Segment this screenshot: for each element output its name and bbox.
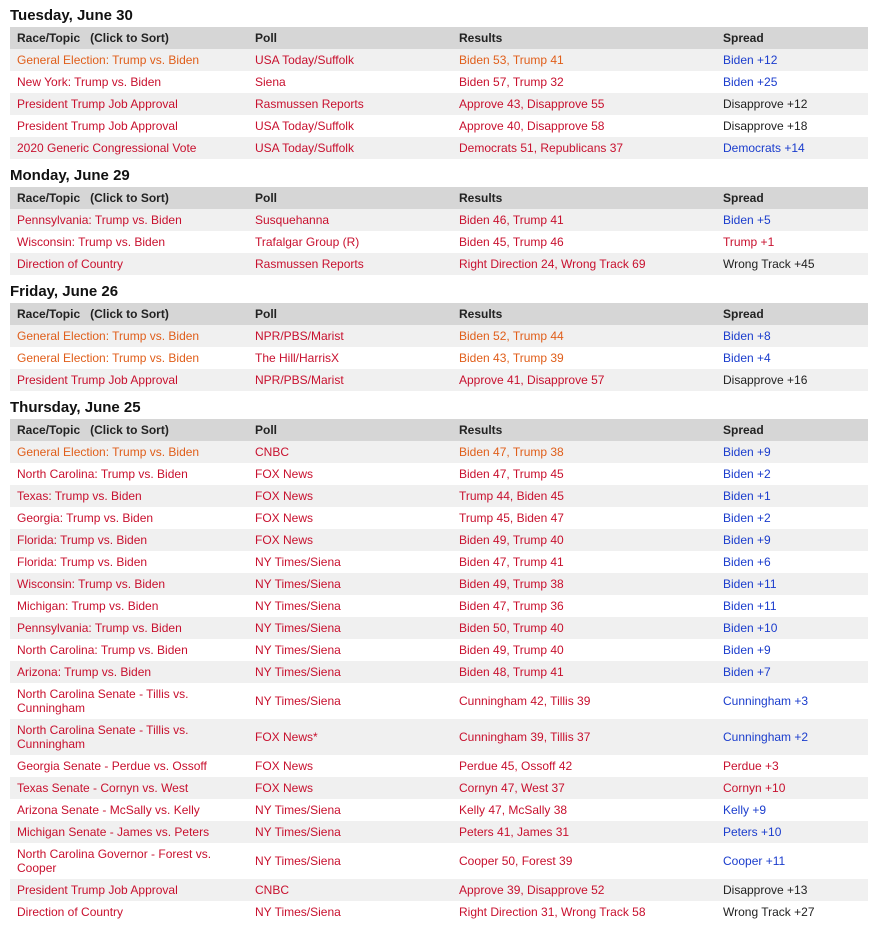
spread-value: Wrong Track +45: [716, 253, 868, 275]
table-row: [10, 719, 868, 755]
poll-link[interactable]: NY Times/Siena: [248, 843, 452, 879]
poll-link[interactable]: USA Today/Suffolk: [248, 115, 452, 137]
poll-link[interactable]: NY Times/Siena: [248, 595, 452, 617]
spread-header[interactable]: Spread: [716, 187, 868, 209]
race-topic-link[interactable]: North Carolina: Trump vs. Biden: [10, 639, 248, 661]
table-row: [10, 755, 868, 777]
table-row: [10, 777, 868, 799]
table-row: [10, 231, 868, 253]
results-link[interactable]: Biden 48, Trump 41: [452, 661, 716, 683]
results-link[interactable]: Biden 47, Trump 38: [452, 441, 716, 463]
race-topic-link[interactable]: North Carolina Senate - Tillis vs. Cunningham: [10, 719, 248, 755]
results-link[interactable]: Biden 57, Trump 32: [452, 71, 716, 93]
polls-table: [10, 27, 868, 159]
results-link[interactable]: Biden 43, Trump 39: [452, 347, 716, 369]
polls-table: [10, 187, 868, 275]
race-topic-link[interactable]: General Election: Trump vs. Biden: [10, 441, 248, 463]
race-topic-link[interactable]: President Trump Job Approval: [10, 93, 248, 115]
table-row: [10, 49, 868, 71]
race-topic-link[interactable]: Direction of Country: [10, 901, 248, 923]
race-topic-link[interactable]: New York: Trump vs. Biden: [10, 71, 248, 93]
table-header-row: [10, 303, 868, 325]
poll-link[interactable]: CNBC: [248, 879, 452, 901]
poll-header[interactable]: Poll: [248, 187, 452, 209]
race-topic-link[interactable]: General Election: Trump vs. Biden: [10, 325, 248, 347]
table-row: [10, 93, 868, 115]
sort-hint: (Click to Sort): [90, 423, 169, 437]
table-row: [10, 441, 868, 463]
table-row: [10, 71, 868, 93]
spread-value: Trump +1: [716, 231, 868, 253]
results-link[interactable]: Cunningham 39, Tillis 37: [452, 719, 716, 755]
table-header-row: [10, 187, 868, 209]
results-link[interactable]: Cooper 50, Forest 39: [452, 843, 716, 879]
spread-value: Democrats +14: [716, 137, 868, 159]
table-row: [10, 507, 868, 529]
table-row: [10, 115, 868, 137]
race-topic-header[interactable]: [10, 303, 248, 325]
race-topic-header[interactable]: [10, 419, 248, 441]
spread-value: Biden +4: [716, 347, 868, 369]
race-topic-link[interactable]: Michigan Senate - James vs. Peters: [10, 821, 248, 843]
poll-link[interactable]: NY Times/Siena: [248, 799, 452, 821]
poll-link[interactable]: NY Times/Siena: [248, 639, 452, 661]
race-topic-link[interactable]: President Trump Job Approval: [10, 879, 248, 901]
race-topic-link[interactable]: Arizona Senate - McSally vs. Kelly: [10, 799, 248, 821]
spread-value: Kelly +9: [716, 799, 868, 821]
poll-link[interactable]: Rasmussen Reports: [248, 253, 452, 275]
spread-value: Biden +11: [716, 595, 868, 617]
spread-value: Disapprove +16: [716, 369, 868, 391]
spread-value: Cunningham +2: [716, 719, 868, 755]
table-row: [10, 485, 868, 507]
race-topic-header-label: Race/Topic: [17, 191, 81, 205]
results-link[interactable]: Democrats 51, Republicans 37: [452, 137, 716, 159]
results-link[interactable]: Kelly 47, McSally 38: [452, 799, 716, 821]
results-link[interactable]: Biden 49, Trump 40: [452, 529, 716, 551]
poll-link[interactable]: FOX News: [248, 777, 452, 799]
race-topic-header[interactable]: [10, 187, 248, 209]
poll-link[interactable]: NY Times/Siena: [248, 573, 452, 595]
table-body: [10, 209, 868, 275]
race-topic-header[interactable]: [10, 27, 248, 49]
results-link[interactable]: Approve 43, Disapprove 55: [452, 93, 716, 115]
race-topic-link[interactable]: North Carolina Governor - Forest vs. Cooper: [10, 843, 248, 879]
poll-link[interactable]: FOX News: [248, 755, 452, 777]
results-link[interactable]: Biden 47, Trump 36: [452, 595, 716, 617]
spread-value: Wrong Track +27: [716, 901, 868, 923]
table-row: [10, 529, 868, 551]
poll-link[interactable]: NY Times/Siena: [248, 661, 452, 683]
table-body: [10, 325, 868, 391]
table-row: [10, 463, 868, 485]
results-link[interactable]: Biden 53, Trump 41: [452, 49, 716, 71]
race-topic-link[interactable]: North Carolina Senate - Tillis vs. Cunningham: [10, 683, 248, 719]
table-row: [10, 209, 868, 231]
poll-link[interactable]: Siena: [248, 71, 452, 93]
race-topic-link[interactable]: President Trump Job Approval: [10, 115, 248, 137]
poll-day-section: [10, 5, 868, 159]
poll-link[interactable]: USA Today/Suffolk: [248, 49, 452, 71]
poll-link[interactable]: NY Times/Siena: [248, 551, 452, 573]
spread-value: Biden +9: [716, 639, 868, 661]
results-link[interactable]: Biden 52, Trump 44: [452, 325, 716, 347]
spread-header[interactable]: Spread: [716, 303, 868, 325]
table-row: [10, 137, 868, 159]
spread-value: Biden +5: [716, 209, 868, 231]
table-header-row: [10, 419, 868, 441]
race-topic-link[interactable]: North Carolina: Trump vs. Biden: [10, 463, 248, 485]
table-row: [10, 369, 868, 391]
spread-value: Disapprove +13: [716, 879, 868, 901]
race-topic-link[interactable]: Texas: Trump vs. Biden: [10, 485, 248, 507]
results-link[interactable]: Right Direction 24, Wrong Track 69: [452, 253, 716, 275]
poll-link[interactable]: FOX News: [248, 529, 452, 551]
poll-link[interactable]: Trafalgar Group (R): [248, 231, 452, 253]
results-link[interactable]: Cunningham 42, Tillis 39: [452, 683, 716, 719]
spread-value: Biden +1: [716, 485, 868, 507]
spread-value: Biden +25: [716, 71, 868, 93]
table-row: [10, 617, 868, 639]
poll-link[interactable]: CNBC: [248, 441, 452, 463]
race-topic-link[interactable]: Florida: Trump vs. Biden: [10, 551, 248, 573]
race-topic-link[interactable]: 2020 Generic Congressional Vote: [10, 137, 248, 159]
poll-link[interactable]: NY Times/Siena: [248, 821, 452, 843]
race-topic-link[interactable]: General Election: Trump vs. Biden: [10, 347, 248, 369]
table-row: [10, 879, 868, 901]
spread-header[interactable]: Spread: [716, 419, 868, 441]
race-topic-link[interactable]: Georgia Senate - Perdue vs. Ossoff: [10, 755, 248, 777]
table-row: [10, 821, 868, 843]
table-row: [10, 683, 868, 719]
race-topic-link[interactable]: Georgia: Trump vs. Biden: [10, 507, 248, 529]
results-link[interactable]: Cornyn 47, West 37: [452, 777, 716, 799]
day-heading: Friday, June 26: [10, 283, 119, 300]
poll-link[interactable]: Susquehanna: [248, 209, 452, 231]
poll-link[interactable]: FOX News*: [248, 719, 452, 755]
spread-value: Cunningham +3: [716, 683, 868, 719]
poll-link[interactable]: The Hill/HarrisX: [248, 347, 452, 369]
table-row: [10, 573, 868, 595]
spread-value: Perdue +3: [716, 755, 868, 777]
results-link[interactable]: Right Direction 31, Wrong Track 58: [452, 901, 716, 923]
poll-header[interactable]: Poll: [248, 27, 452, 49]
spread-value: Biden +9: [716, 529, 868, 551]
spread-value: Biden +2: [716, 507, 868, 529]
spread-value: Biden +9: [716, 441, 868, 463]
spread-value: Peters +10: [716, 821, 868, 843]
day-heading: Thursday, June 25: [10, 399, 141, 416]
results-link[interactable]: Trump 45, Biden 47: [452, 507, 716, 529]
race-topic-link[interactable]: Michigan: Trump vs. Biden: [10, 595, 248, 617]
poll-link[interactable]: NPR/PBS/Marist: [248, 369, 452, 391]
poll-link[interactable]: Rasmussen Reports: [248, 93, 452, 115]
table-row: [10, 639, 868, 661]
poll-link[interactable]: USA Today/Suffolk: [248, 137, 452, 159]
polls-table: [10, 419, 868, 923]
results-link[interactable]: Biden 46, Trump 41: [452, 209, 716, 231]
race-topic-link[interactable]: General Election: Trump vs. Biden: [10, 49, 248, 71]
results-link[interactable]: Peters 41, James 31: [452, 821, 716, 843]
race-topic-header-label: Race/Topic: [17, 31, 81, 45]
poll-link[interactable]: NY Times/Siena: [248, 901, 452, 923]
poll-link[interactable]: FOX News: [248, 507, 452, 529]
poll-link[interactable]: NPR/PBS/Marist: [248, 325, 452, 347]
table-row: [10, 843, 868, 879]
poll-day-section: [10, 397, 868, 923]
race-topic-link[interactable]: Wisconsin: Trump vs. Biden: [10, 231, 248, 253]
table-row: [10, 551, 868, 573]
table-header-row: [10, 27, 868, 49]
results-link[interactable]: Approve 41, Disapprove 57: [452, 369, 716, 391]
table-row: [10, 661, 868, 683]
race-topic-link[interactable]: Wisconsin: Trump vs. Biden: [10, 573, 248, 595]
spread-value: Disapprove +18: [716, 115, 868, 137]
table-body: [10, 49, 868, 159]
results-link[interactable]: Biden 47, Trump 41: [452, 551, 716, 573]
poll-header[interactable]: Poll: [248, 303, 452, 325]
results-link[interactable]: Approve 39, Disapprove 52: [452, 879, 716, 901]
spread-value: Cornyn +10: [716, 777, 868, 799]
results-header[interactable]: Results: [452, 27, 716, 49]
spread-value: Biden +7: [716, 661, 868, 683]
spread-value: Biden +11: [716, 573, 868, 595]
spread-value: Biden +8: [716, 325, 868, 347]
table-row: [10, 595, 868, 617]
race-topic-link[interactable]: Texas Senate - Cornyn vs. West: [10, 777, 248, 799]
spread-value: Biden +10: [716, 617, 868, 639]
results-link[interactable]: Biden 50, Trump 40: [452, 617, 716, 639]
race-topic-link[interactable]: Direction of Country: [10, 253, 248, 275]
spread-value: Cooper +11: [716, 843, 868, 879]
day-heading: Tuesday, June 30: [10, 7, 133, 24]
sort-hint: (Click to Sort): [90, 31, 169, 45]
race-topic-header-label: Race/Topic: [17, 307, 81, 321]
poll-day-section: [10, 281, 868, 391]
spread-value: Biden +12: [716, 49, 868, 71]
race-topic-link[interactable]: Pennsylvania: Trump vs. Biden: [10, 209, 248, 231]
results-link[interactable]: Perdue 45, Ossoff 42: [452, 755, 716, 777]
table-body: [10, 441, 868, 923]
results-link[interactable]: Trump 44, Biden 45: [452, 485, 716, 507]
polls-table: [10, 303, 868, 391]
sort-hint: (Click to Sort): [90, 307, 169, 321]
day-heading: Monday, June 29: [10, 167, 130, 184]
race-topic-link[interactable]: Pennsylvania: Trump vs. Biden: [10, 617, 248, 639]
results-link[interactable]: Biden 47, Trump 45: [452, 463, 716, 485]
race-topic-header-label: Race/Topic: [17, 423, 81, 437]
poll-header[interactable]: Poll: [248, 419, 452, 441]
results-header[interactable]: Results: [452, 187, 716, 209]
results-link[interactable]: Biden 49, Trump 40: [452, 639, 716, 661]
spread-value: Biden +6: [716, 551, 868, 573]
results-header[interactable]: Results: [452, 419, 716, 441]
race-topic-link[interactable]: Arizona: Trump vs. Biden: [10, 661, 248, 683]
table-row: [10, 799, 868, 821]
poll-link[interactable]: NY Times/Siena: [248, 617, 452, 639]
race-topic-link[interactable]: President Trump Job Approval: [10, 369, 248, 391]
table-row: [10, 901, 868, 923]
spread-value: Biden +2: [716, 463, 868, 485]
results-link[interactable]: Biden 45, Trump 46: [452, 231, 716, 253]
poll-day-section: [10, 165, 868, 275]
poll-link[interactable]: NY Times/Siena: [248, 683, 452, 719]
table-row: [10, 347, 868, 369]
poll-link[interactable]: FOX News: [248, 463, 452, 485]
spread-value: Disapprove +12: [716, 93, 868, 115]
results-link[interactable]: Approve 40, Disapprove 58: [452, 115, 716, 137]
results-link[interactable]: Biden 49, Trump 38: [452, 573, 716, 595]
table-row: [10, 325, 868, 347]
poll-link[interactable]: FOX News: [248, 485, 452, 507]
table-row: [10, 253, 868, 275]
sort-hint: (Click to Sort): [90, 191, 169, 205]
race-topic-link[interactable]: Florida: Trump vs. Biden: [10, 529, 248, 551]
spread-header[interactable]: Spread: [716, 27, 868, 49]
results-header[interactable]: Results: [452, 303, 716, 325]
